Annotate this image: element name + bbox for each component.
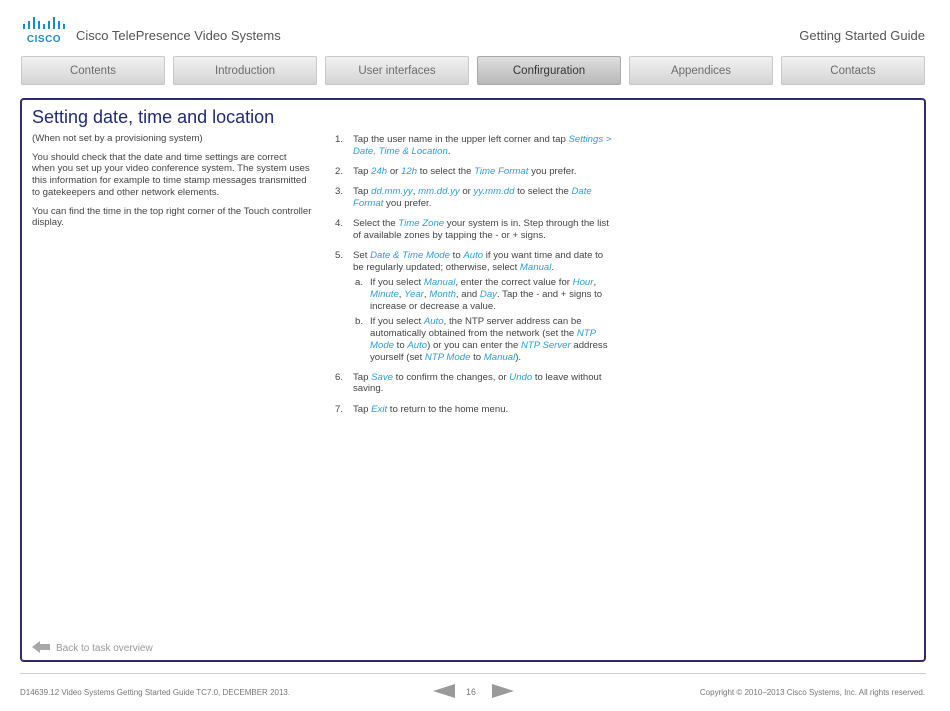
page-title: Setting date, time and location [32, 107, 275, 127]
back-link-label: Back to task overview [56, 643, 153, 654]
previous-page-arrow-icon [433, 684, 455, 698]
tab-configuration[interactable]: Confirguration [477, 56, 621, 85]
back-to-task-overview-link[interactable] [32, 641, 153, 656]
steps-list [335, 134, 613, 424]
back-arrow-icon [32, 641, 50, 656]
step-3: 3. Tap dd.mm.yy, mm.dd.yy or yy.mm.dd to select the Date Format you prefer. [335, 186, 592, 209]
next-page-button[interactable] [492, 684, 514, 703]
step-1: 1. Tap the user name in the upper left corner and tap Settings > Date, Time & Location. [335, 134, 612, 157]
step-5a: a. If you select Manual, enter the correct value for Hour, Minute, Year, Month, and Day. Tap the - and + signs to increase or decrease a value. [355, 277, 603, 312]
tab-user-interfaces[interactable]: User interfaces [325, 56, 469, 85]
intro-note: (When not set by a provisioning system) [32, 133, 203, 144]
tab-appendices[interactable]: Appendices [629, 56, 773, 85]
tab-introduction[interactable]: Introduction [173, 56, 317, 85]
step-5: 5. Set Date & Time Mode to Auto if you want time and date to be regularly updated; otherwise, select Manual. a. If you select Manual, enter the correct value for Hour, Minute, Year, Month, and Day. Tap the - and + signs to increase or decrease a value. b. If you select Auto, the NTP server address can be automatically obtained from the network (set the NTP Mode to Auto) or you can enter the NTP Server address yourself (set NTP Mode to Manual). [335, 250, 613, 363]
content-panel [20, 98, 926, 662]
cisco-logo [22, 16, 66, 44]
step-4: 4. Select the Time Zone your system is in. Step through the list of available zones by tapping the - or + signs. [335, 218, 609, 241]
logo-wordmark: CISCO [26, 34, 62, 44]
footer-divider [20, 673, 926, 674]
main-nav-tabs [21, 56, 925, 85]
previous-page-button[interactable] [433, 684, 455, 703]
step-2: 2. Tap 24h or 12h to select the Time Format you prefer. [335, 165, 577, 177]
product-name: Cisco TelePresence Video Systems [76, 28, 281, 43]
next-page-arrow-icon [492, 684, 514, 698]
guide-title: Getting Started Guide [799, 28, 925, 43]
document-id: D14639.12 Video Systems Getting Started Guide TC7.0, DECEMBER 2013. [20, 688, 291, 697]
intro-column [32, 133, 312, 236]
step-7: 7. Tap Exit to return to the home menu. [335, 403, 509, 415]
step-5b: b. If you select Auto, the NTP server address can be automatically obtained from the network (set the NTP Mode to Auto) or you can enter the NTP Server address yourself (set NTP Mode to Manual). [355, 316, 608, 363]
step-6: 6. Tap Save to confirm the changes, or Undo to leave without saving. [335, 371, 602, 395]
page-number: 16 [466, 687, 477, 697]
intro-paragraph-2: You can find the time in the top right corner of the Touch controller display. [32, 205, 312, 229]
step-5-substeps [353, 277, 613, 363]
tab-contents[interactable]: Contents [21, 56, 165, 85]
tab-contacts[interactable]: Contacts [781, 56, 925, 85]
page-header [0, 0, 950, 52]
intro-paragraph-1: You should check that the date and time settings are correct when you set up your video conference system. The system uses this information for example to time stamp messages transmitted to gatekeepers and other network elements. [32, 151, 310, 198]
copyright: Copyright © 2010–2013 Cisco Systems, Inc. All rights reserved. [699, 688, 925, 697]
